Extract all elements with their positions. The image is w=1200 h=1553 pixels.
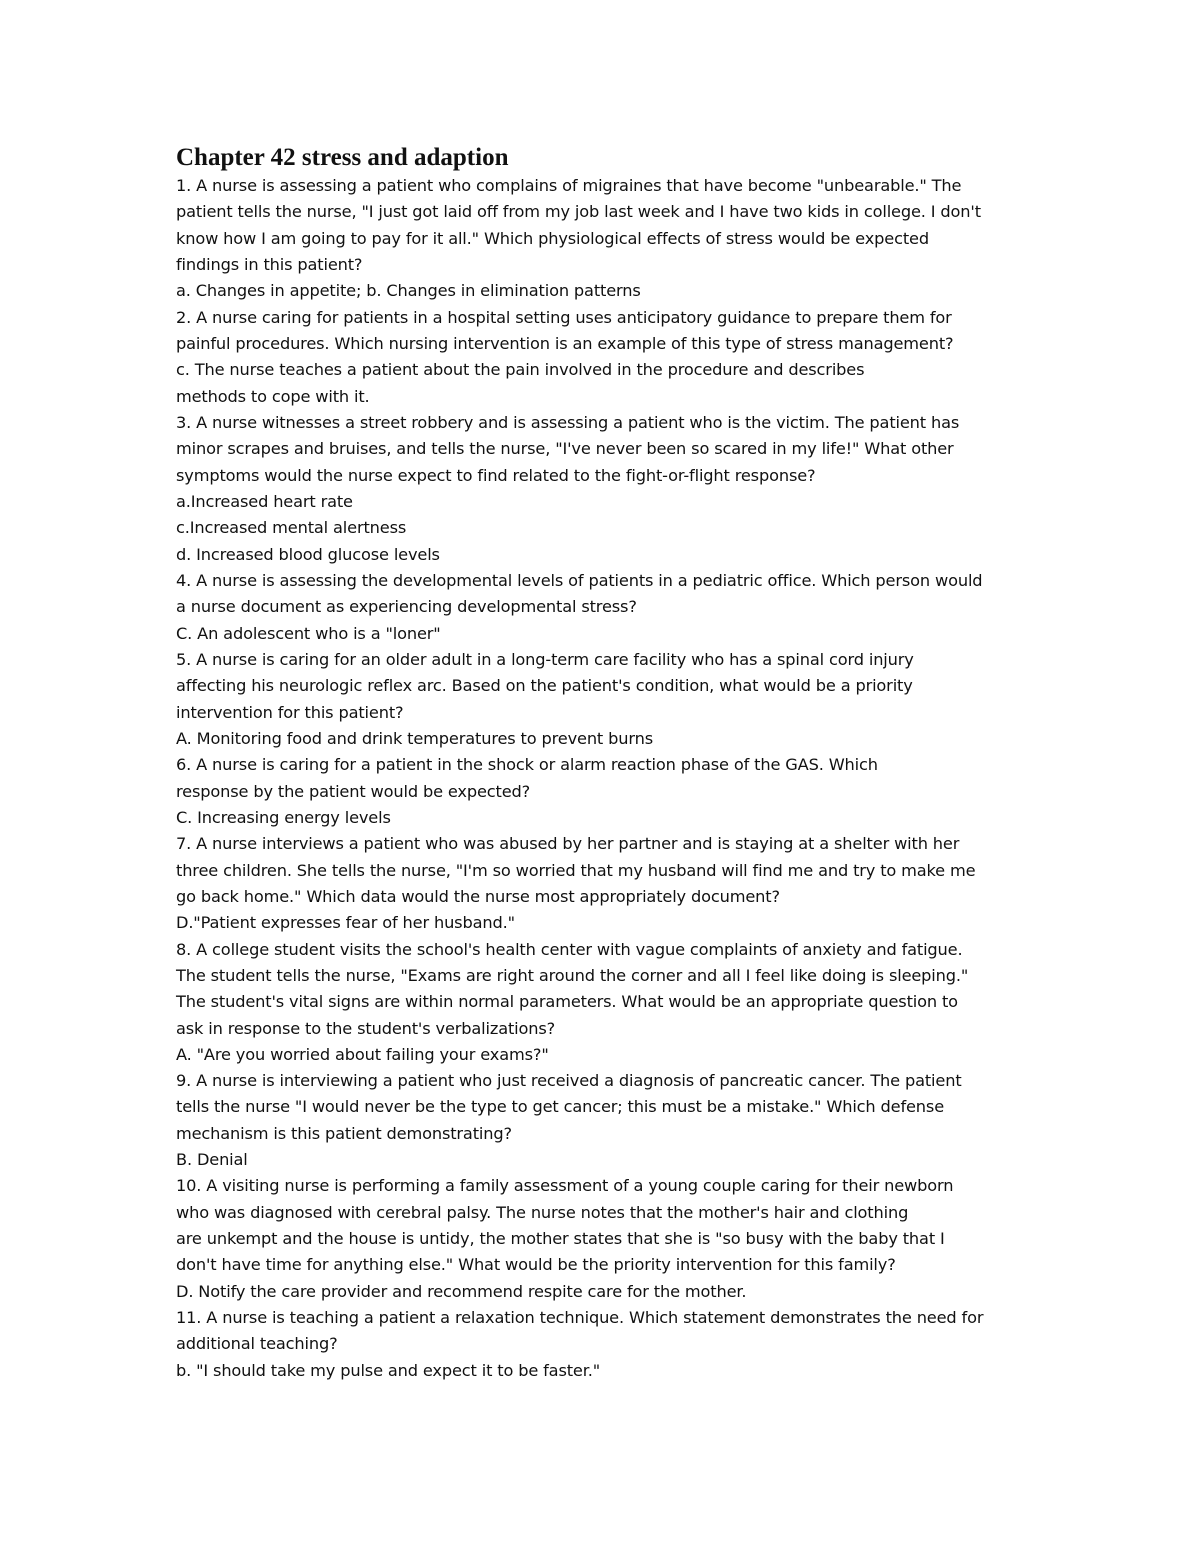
document-text-line: 11. A nurse is teaching a patient a relaxation technique. Which statement demonstrates the need for	[176, 1308, 984, 1328]
document-text-line: d. Increased blood glucose levels	[176, 544, 440, 564]
document-text-line: 6. A nurse is caring for a patient in the shock or alarm reaction phase of the GAS. Which	[176, 755, 878, 775]
document-text-line: 2. A nurse caring for patients in a hospital setting uses anticipatory guidance to prepare them for	[176, 307, 952, 327]
document-text-line: D. Notify the care provider and recommend respite care for the mother.	[176, 1281, 747, 1301]
document-text-line: three children. She tells the nurse, "I'm so worried that my husband will find me and try to make me	[176, 860, 976, 880]
document-text-line: ask in response to the student's verbalizations?	[176, 1018, 556, 1038]
document-text-line: 8. A college student visits the school's health center with vague complaints of anxiety and fatigue.	[176, 939, 963, 959]
document-text-line: findings in this patient?	[176, 254, 363, 274]
document-text-line: B. Denial	[176, 1150, 248, 1170]
document-text-line: A. Monitoring food and drink temperatures to prevent burns	[176, 728, 653, 748]
document-text-line: painful procedures. Which nursing intervention is an example of this type of stress management?	[176, 333, 954, 353]
document-text-line: tells the nurse "I would never be the type to get cancer; this must be a mistake." Which defense	[176, 1097, 945, 1117]
document-text-line: C. Increasing energy levels	[176, 807, 391, 827]
document-text-line: response by the patient would be expected?	[176, 781, 531, 801]
document-text-line: go back home." Which data would the nurse most appropriately document?	[176, 886, 780, 906]
document-text-line: The student's vital signs are within normal parameters. What would be an appropriate question to	[176, 992, 958, 1012]
document-text-line: are unkempt and the house is untidy, the mother states that she is "so busy with the baby that I	[176, 1229, 945, 1249]
document-text-line: c. The nurse teaches a patient about the pain involved in the procedure and describes	[176, 360, 865, 380]
document-text-line: 1. A nurse is assessing a patient who complains of migraines that have become "unbearable." The	[176, 176, 962, 195]
document-text-line: 10. A visiting nurse is performing a family assessment of a young couple caring for their newborn	[176, 1176, 954, 1196]
document-text-line: 3. A nurse witnesses a street robbery and is assessing a patient who is the victim. The patient has	[176, 412, 960, 432]
document-text-line: c.Increased mental alertness	[176, 518, 407, 538]
document-text-line: b. "I should take my pulse and expect it to be faster."	[176, 1360, 601, 1380]
document-text-line: mechanism is this patient demonstrating?	[176, 1123, 512, 1143]
document-title: Chapter 42 stress and adaption	[176, 144, 509, 171]
document-text-line: intervention for this patient?	[176, 702, 404, 722]
document-text-line: C. An adolescent who is a "loner"	[176, 623, 441, 643]
document-text-line: a.Increased heart rate	[176, 491, 353, 511]
document-body	[176, 173, 1076, 1384]
document-text-line: 4. A nurse is assessing the developmental levels of patients in a pediatric office. Which person would	[176, 570, 983, 590]
document-text-line: additional teaching?	[176, 1334, 338, 1354]
document-text-line: a. Changes in appetite; b. Changes in elimination patterns	[176, 281, 641, 301]
document-text-line: 9. A nurse is interviewing a patient who just received a diagnosis of pancreatic cancer. The patient	[176, 1071, 962, 1091]
document-text-line: know how I am going to pay for it all." Which physiological effects of stress would be expected	[176, 228, 929, 248]
document-text-line: D."Patient expresses fear of her husband."	[176, 913, 515, 933]
document-text-line: symptoms would the nurse expect to find related to the fight-or-flight response?	[176, 465, 816, 485]
document-text-line: affecting his neurologic reflex arc. Based on the patient's condition, what would be a priority	[176, 676, 913, 696]
document-text-line: minor scrapes and bruises, and tells the nurse, "I've never been so scared in my life!" What other	[176, 439, 954, 459]
document-text-line: 5. A nurse is caring for an older adult in a long-term care facility who has a spinal cord injury	[176, 649, 914, 669]
document-text-line: A. "Are you worried about failing your exams?"	[176, 1044, 549, 1064]
document-text-line: don't have time for anything else." What would be the priority intervention for this family?	[176, 1255, 896, 1275]
document-text-line: The student tells the nurse, "Exams are right around the corner and all I feel like doing is sleeping."	[176, 965, 969, 985]
document-text-line: who was diagnosed with cerebral palsy. The nurse notes that the mother's hair and clothing	[176, 1202, 909, 1222]
document-text-line: 7. A nurse interviews a patient who was abused by her partner and is staying at a shelter with her	[176, 834, 960, 854]
document-text-line: a nurse document as experiencing developmental stress?	[176, 597, 637, 617]
document-text-line: patient tells the nurse, "I just got laid off from my job last week and I have two kids in college. I don't	[176, 202, 981, 222]
document-text-line: methods to cope with it.	[176, 386, 370, 406]
